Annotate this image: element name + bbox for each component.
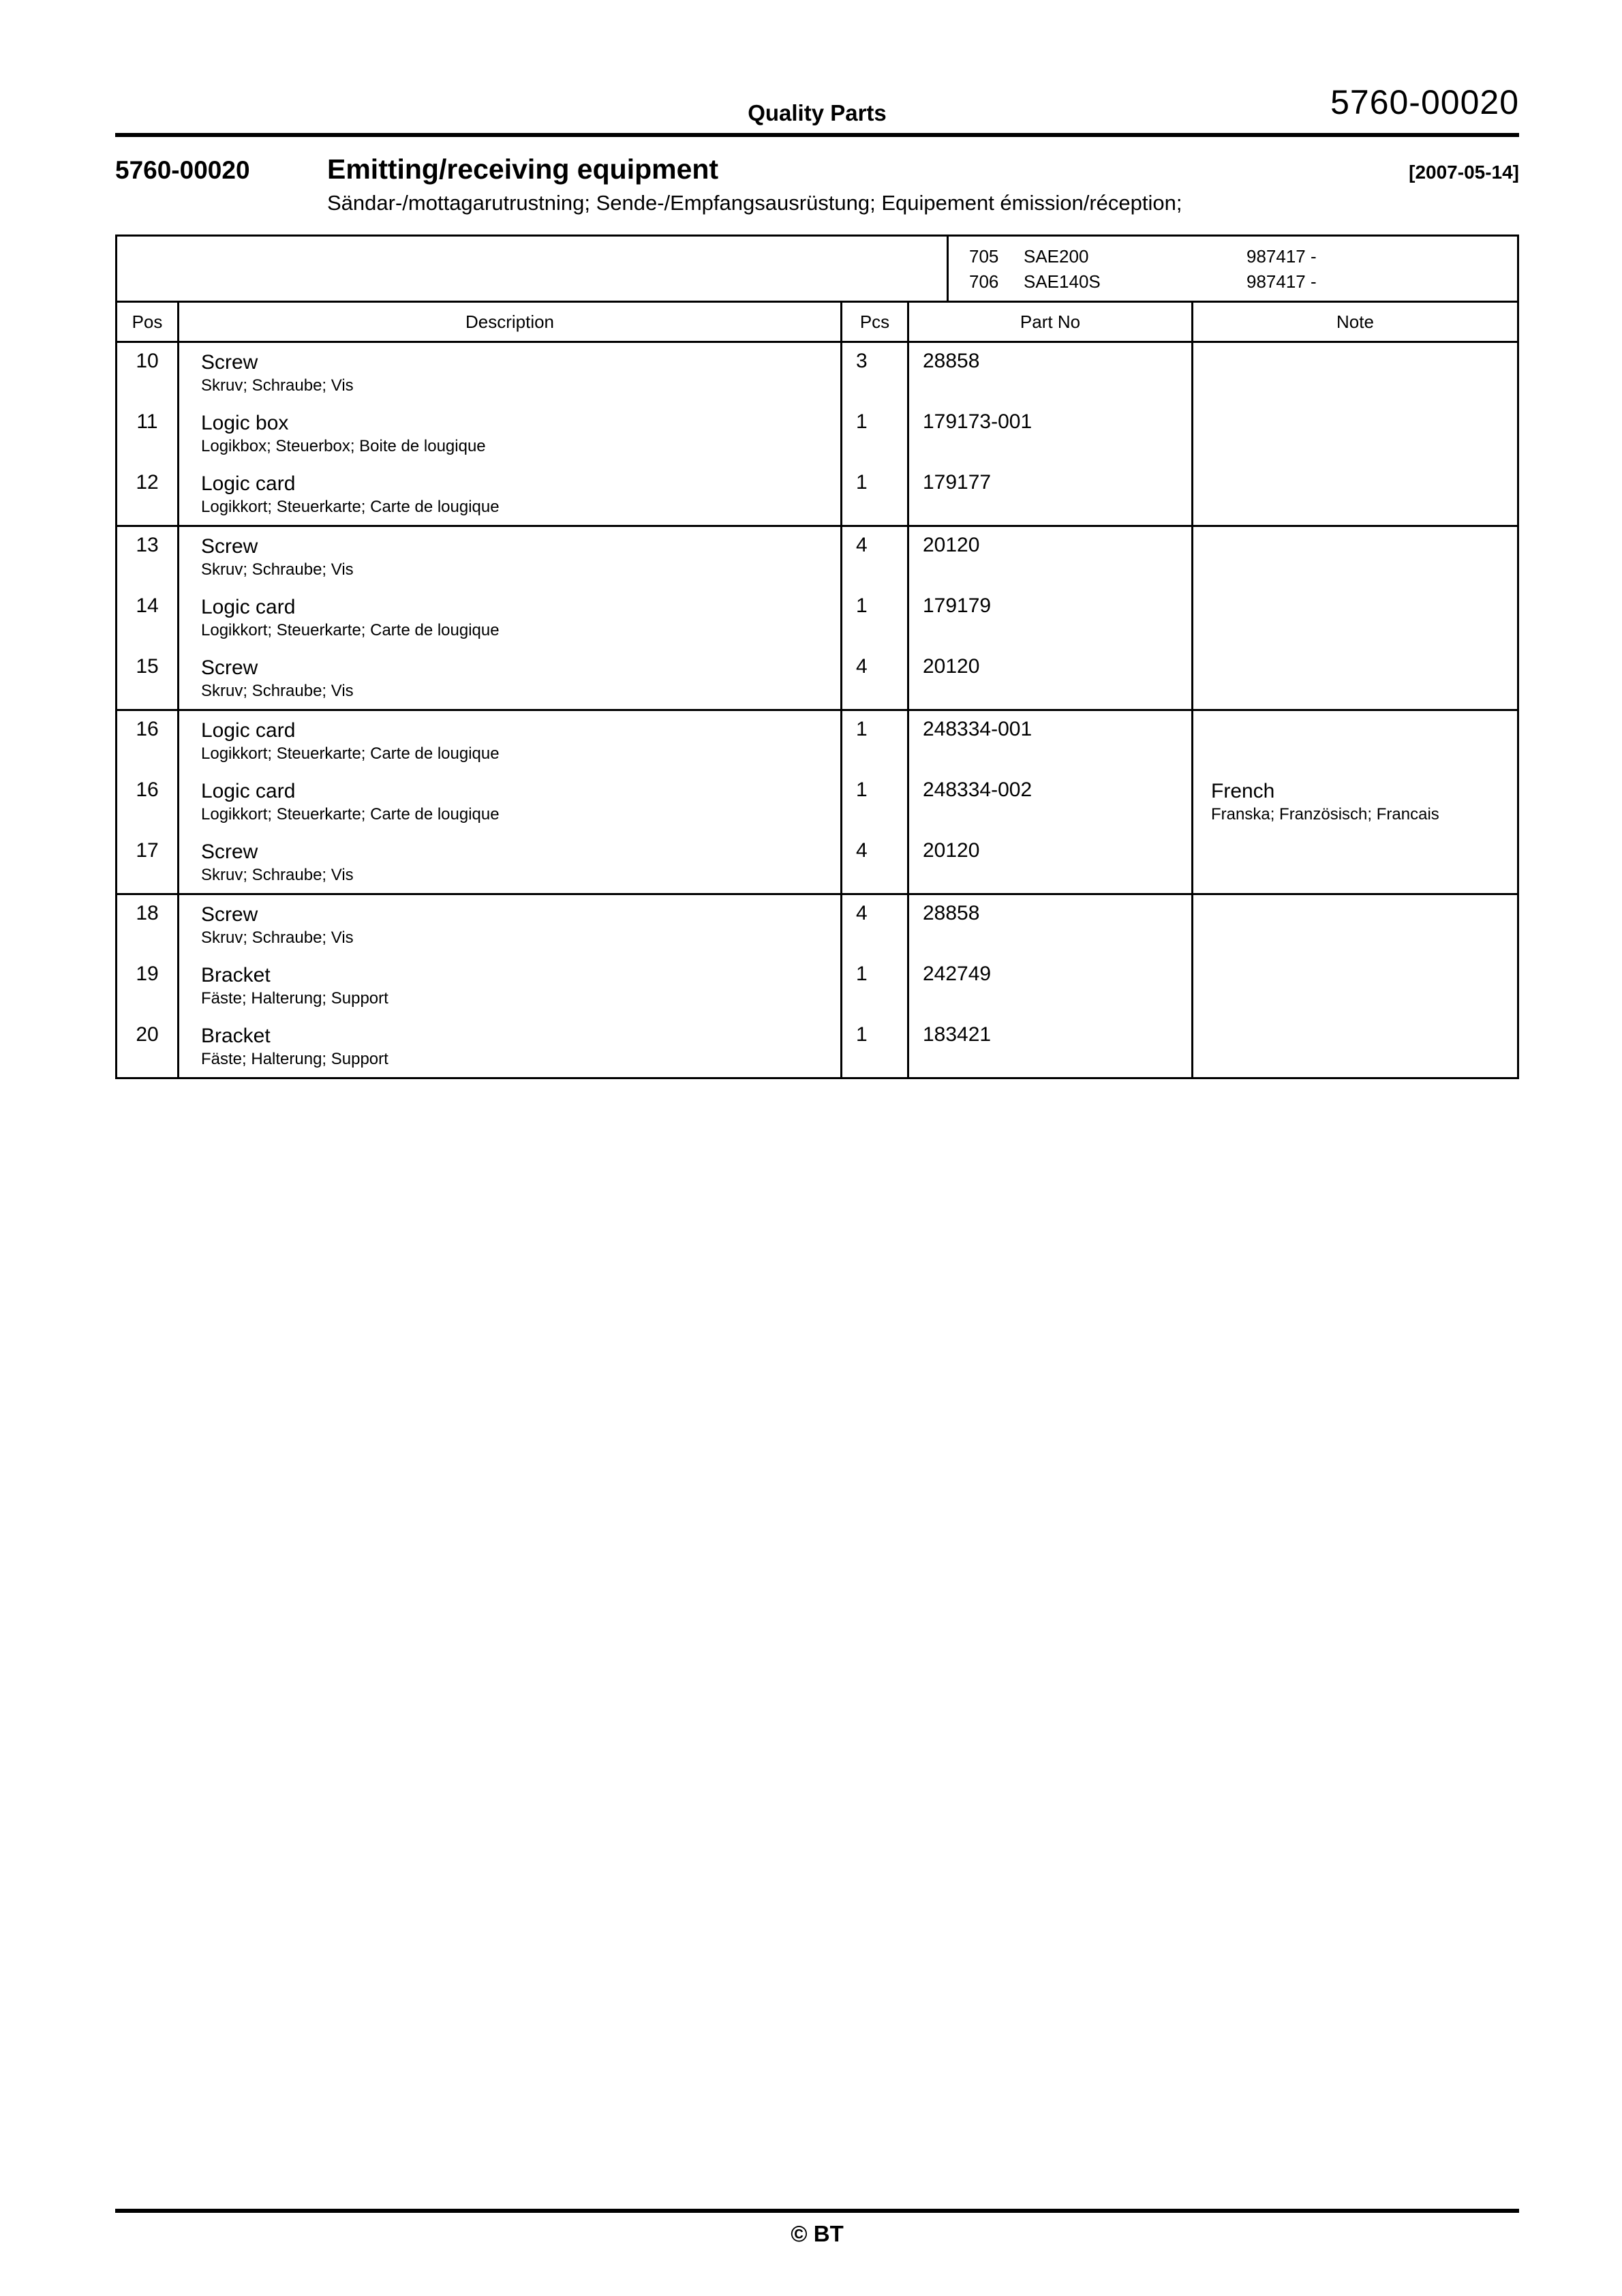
description-main: Logic card (201, 472, 296, 495)
pcs-cell: 4 (842, 527, 909, 588)
description-sub: Logikkort; Steuerkarte; Carte de lougique (201, 805, 500, 824)
pcs-cell: 1 (842, 464, 909, 525)
page-content (115, 0, 1519, 1079)
footer-rule (115, 2209, 1519, 2213)
pos-cell: 18 (117, 895, 179, 956)
row-group (117, 895, 1517, 1077)
description-sub: Logikkort; Steuerkarte; Carte de lougique (201, 744, 500, 763)
table-row (117, 895, 1517, 956)
title-row (115, 153, 1519, 185)
note-cell (1193, 527, 1517, 588)
header-title: Quality Parts (748, 100, 887, 125)
note-cell (1193, 895, 1517, 956)
pcs-cell: 4 (842, 895, 909, 956)
table-row (117, 711, 1517, 772)
note-sub: Franska; Französisch; Francais (1211, 805, 1439, 824)
col-header-part-no: Part No (909, 303, 1193, 341)
description-main: Logic card (201, 780, 296, 802)
description-cell (179, 527, 842, 588)
note-cell (1193, 1016, 1517, 1077)
note-cell (1193, 772, 1517, 832)
model-row (969, 244, 1317, 269)
note-cell (1193, 711, 1517, 772)
table-row (117, 956, 1517, 1016)
copyright: © BT (791, 2221, 844, 2246)
col-header-note: Note (1336, 311, 1374, 332)
model-serial: 987417 - (1246, 271, 1317, 292)
description-sub: Logikbox; Steuerbox; Boite de lougique (201, 437, 486, 455)
part-no-cell: 20120 (909, 648, 1193, 709)
description-main: Logic card (201, 719, 296, 742)
pcs-cell: 1 (842, 588, 909, 648)
page-title: Emitting/receiving equipment (327, 153, 719, 185)
pcs-cell: 1 (842, 1016, 909, 1077)
model-box (117, 237, 1517, 303)
description-cell (179, 464, 842, 525)
description-sub: Logikkort; Steuerkarte; Carte de lougique (201, 621, 500, 639)
model-code: 705 (969, 246, 999, 267)
page-header (115, 0, 1519, 137)
part-no-cell: 179179 (909, 588, 1193, 648)
table-header-row (117, 303, 1517, 343)
description-cell (179, 1016, 842, 1077)
model-serial: 987417 - (1246, 246, 1317, 267)
table-row (117, 343, 1517, 404)
table-body (117, 343, 1517, 1077)
description-cell (179, 956, 842, 1016)
description-main: Bracket (201, 1025, 271, 1047)
revision-date: [2007-05-14] (1409, 162, 1519, 183)
pcs-cell: 1 (842, 956, 909, 1016)
description-main: Screw (201, 535, 258, 558)
description-sub: Skruv; Schraube; Vis (201, 866, 354, 884)
description-cell (179, 832, 842, 893)
part-no-cell: 28858 (909, 895, 1193, 956)
pos-cell: 17 (117, 832, 179, 893)
note-main: French (1211, 780, 1275, 802)
part-no-cell: 242749 (909, 956, 1193, 1016)
note-cell (1193, 832, 1517, 893)
description-cell (179, 588, 842, 648)
description-main: Screw (201, 841, 258, 863)
description-cell (179, 648, 842, 709)
pos-cell: 13 (117, 527, 179, 588)
table-row (117, 648, 1517, 709)
parts-table (115, 235, 1519, 1079)
description-sub: Skruv; Schraube; Vis (201, 928, 354, 947)
part-no-cell: 183421 (909, 1016, 1193, 1077)
pos-cell: 15 (117, 648, 179, 709)
model-row (969, 269, 1317, 294)
part-no-cell: 28858 (909, 343, 1193, 404)
description-cell (179, 404, 842, 464)
header-doc-number: 5760-00020 (1330, 83, 1519, 121)
description-sub: Skruv; Schraube; Vis (201, 560, 354, 579)
table-row (117, 1016, 1517, 1077)
description-cell (179, 343, 842, 404)
pcs-cell: 3 (842, 343, 909, 404)
table-row (117, 772, 1517, 832)
description-sub: Fäste; Halterung; Support (201, 989, 388, 1008)
pos-cell: 16 (117, 772, 179, 832)
model-rows (969, 244, 1317, 294)
part-no-cell: 179177 (909, 464, 1193, 525)
pcs-cell: 1 (842, 404, 909, 464)
col-header-description: Description (179, 303, 842, 341)
description-sub: Fäste; Halterung; Support (201, 1050, 388, 1068)
description-cell (179, 711, 842, 772)
pos-cell: 12 (117, 464, 179, 525)
pos-cell: 10 (117, 343, 179, 404)
note-cell (1193, 588, 1517, 648)
row-group (117, 711, 1517, 895)
description-main: Screw (201, 351, 258, 374)
description-main: Screw (201, 656, 258, 679)
col-header-pcs: Pcs (842, 303, 909, 341)
row-group (117, 527, 1517, 711)
description-sub: Skruv; Schraube; Vis (201, 682, 354, 700)
pcs-cell: 4 (842, 832, 909, 893)
description-main: Logic card (201, 596, 296, 618)
title-block (115, 153, 1519, 215)
col-header-pos: Pos (117, 303, 179, 341)
pos-cell: 14 (117, 588, 179, 648)
model-divider (947, 237, 949, 301)
description-cell (179, 772, 842, 832)
pos-cell: 16 (117, 711, 179, 772)
note-cell (1193, 956, 1517, 1016)
table-row (117, 404, 1517, 464)
part-no-cell: 248334-002 (909, 772, 1193, 832)
table-row (117, 527, 1517, 588)
note-cell (1193, 343, 1517, 404)
part-no-cell: 20120 (909, 527, 1193, 588)
title-doc-number: 5760-00020 (115, 156, 250, 184)
part-no-cell: 248334-001 (909, 711, 1193, 772)
model-name: SAE140S (1024, 271, 1101, 292)
table-row (117, 832, 1517, 893)
part-no-cell: 179173-001 (909, 404, 1193, 464)
table-row (117, 464, 1517, 525)
model-name: SAE200 (1024, 246, 1089, 267)
pcs-cell: 1 (842, 711, 909, 772)
pcs-cell: 4 (842, 648, 909, 709)
part-no-cell: 20120 (909, 832, 1193, 893)
pcs-cell: 1 (842, 772, 909, 832)
description-main: Screw (201, 903, 258, 926)
note-cell (1193, 404, 1517, 464)
table-row (117, 588, 1517, 648)
description-main: Bracket (201, 964, 271, 986)
description-cell (179, 895, 842, 956)
pos-cell: 20 (117, 1016, 179, 1077)
model-code: 706 (969, 271, 999, 292)
description-sub: Skruv; Schraube; Vis (201, 376, 354, 395)
row-group (117, 343, 1517, 527)
description-sub: Logikkort; Steuerkarte; Carte de lougique (201, 498, 500, 516)
pos-cell: 11 (117, 404, 179, 464)
note-cell (1193, 464, 1517, 525)
note-cell (1193, 648, 1517, 709)
pos-cell: 19 (117, 956, 179, 1016)
page-subtitle: Sändar-/mottagarutrustning; Sende-/Empfangsausrüstung; Equipement émission/réception; (327, 191, 1182, 215)
description-main: Logic box (201, 412, 289, 434)
